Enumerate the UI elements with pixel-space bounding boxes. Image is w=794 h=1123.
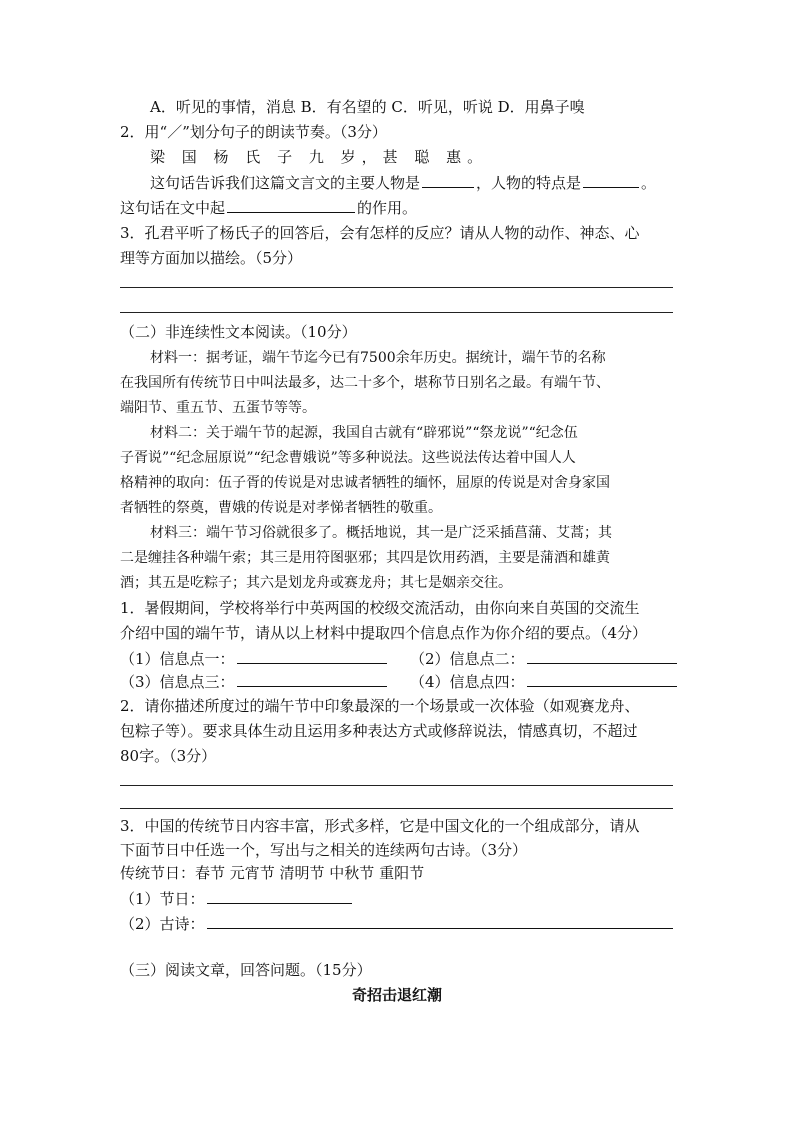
answer-blank-role[interactable]: [227, 197, 355, 213]
info-point-4-label: （4）信息点四：: [410, 673, 525, 691]
info-point-1-label: （1）信息点一：: [120, 650, 235, 668]
answer-line-q3-2[interactable]: [120, 312, 673, 313]
q2-desc-d: 这句话在文中起: [120, 199, 226, 217]
festival-list: 传统节日：春节 元宵节 清明节 中秋节 重阳节: [120, 864, 425, 882]
material2-line4: 者牺牲的祭奠，曹娥的传说是对孝悌者牺牲的敬重。: [120, 500, 442, 516]
s2-q1-line2: 介绍中国的端午节，请从以上材料中提取四个信息点作为你介绍的要点。（4分）: [120, 624, 648, 642]
material2-line2: 子胥说”“纪念屈原说”“纪念曹娥说”等多种说法。这些说法传达着中国人人: [120, 450, 576, 466]
answer-blank-info3[interactable]: [237, 671, 387, 687]
material3-line1: 材料三：端午节习俗就很多了。概括地说，其一是广泛采插菖蒲、艾蒿；其: [150, 525, 612, 541]
answer-blank-info2[interactable]: [527, 648, 677, 664]
s2-q3-line2: 下面节日中任选一个，写出与之相关的连续两句古诗。（3分）: [120, 841, 528, 859]
poem-answer: [120, 913, 675, 934]
section2-heading: （二）非连续性文本阅读。（10分）: [120, 323, 357, 341]
answer-line-s2q2-2[interactable]: [120, 808, 673, 809]
s2-q2-line2: 包粽子等）。要求具体生动且运用多种表达方式或修辞说法，情感真切，不超过: [120, 722, 638, 740]
q2-desc-line1: [150, 172, 656, 193]
info-point-3: [120, 671, 389, 692]
festival-answer: [120, 888, 354, 909]
info-point-3-label: （3）信息点三：: [120, 673, 235, 691]
material3-line3: 酒；其五是吃粽子；其六是划龙舟或赛龙舟；其七是姻亲交往。: [120, 575, 512, 591]
info-point-4: [410, 671, 679, 692]
festival-label: （1）节日：: [120, 890, 205, 908]
answer-blank-character[interactable]: [422, 172, 474, 188]
article-title: 奇招击退红潮: [351, 986, 442, 1004]
answer-blank-trait[interactable]: [583, 172, 639, 188]
info-point-1: [120, 648, 389, 669]
s2-q2-line3: 80字。（3分）: [120, 747, 217, 765]
answer-blank-info4[interactable]: [527, 671, 677, 687]
q2-desc-e: 的作用。: [357, 199, 418, 217]
q2-desc-a: 这句话告诉我们这篇文言文的主要人物是: [150, 174, 421, 192]
material3-line2: 二是缠挂各种端午索；其三是用符图驱邪；其四是饮用药酒，主要是蒲酒和雄黄: [120, 550, 610, 566]
q2-desc-c: 。: [641, 174, 657, 192]
s2-q1-line1: 1．暑假期间，学校将举行中英两国的校级交流活动，由你向来自英国的交流生: [120, 599, 640, 617]
q3-line2: 理等方面加以描绘。（5分）: [120, 249, 303, 267]
answer-blank-poem[interactable]: [207, 913, 673, 929]
q2-desc-b: ，人物的特点是: [476, 174, 582, 192]
info-point-2-label: （2）信息点二：: [410, 650, 525, 668]
section3-heading: （三）阅读文章，回答问题。（15分）: [120, 961, 372, 979]
q2-sentence: 梁 国 杨 氏 子 九 岁，甚 聪 惠。: [150, 148, 489, 166]
poem-label: （2）古诗：: [120, 915, 205, 933]
s2-q3-line1: 3．中国的传统节日内容丰富，形式多样，它是中国文化的一个组成部分，请从: [120, 817, 640, 835]
material2-line3: 格精神的取向：伍子胥的传说是对忠诚者牺牲的缅怀，屈原的传说是对舍身家国: [120, 475, 610, 491]
material1-line1: 材料一：据考证，端午节迄今已有7500余年历史。据统计，端午节的名称: [150, 350, 606, 366]
answer-blank-festival[interactable]: [207, 888, 352, 904]
material2-line1: 材料二：关于端午节的起源，我国自古就有“辟邪说”“祭龙说”“纪念伍: [150, 425, 578, 441]
q3-line1: 3．孔君平听了杨氏子的回答后，会有怎样的反应？请从人物的动作、神态、心: [120, 224, 640, 242]
material1-line2: 在我国所有传统节日中叫法最多，达二十多个，堪称节日别名之最。有端午节、: [120, 375, 610, 391]
answer-blank-info1[interactable]: [237, 648, 387, 664]
answer-line-s2q2-1[interactable]: [120, 785, 673, 786]
q1-options: A．听见的事情，消息 B．有名望的 C．听见，听说 D．用鼻子嗅: [150, 98, 585, 116]
q2-stem: 2．用“／”划分句子的朗读节奏。（3分）: [120, 123, 387, 141]
material1-line3: 端阳节、重五节、五蛋节等等。: [120, 400, 316, 416]
q2-desc-line2: [120, 197, 417, 218]
info-point-2: [410, 648, 679, 669]
s2-q2-line1: 2．请你描述所度过的端午节中印象最深的一个场景或一次体验（如观赛龙舟、: [120, 697, 640, 715]
answer-line-q3-1[interactable]: [120, 287, 673, 288]
